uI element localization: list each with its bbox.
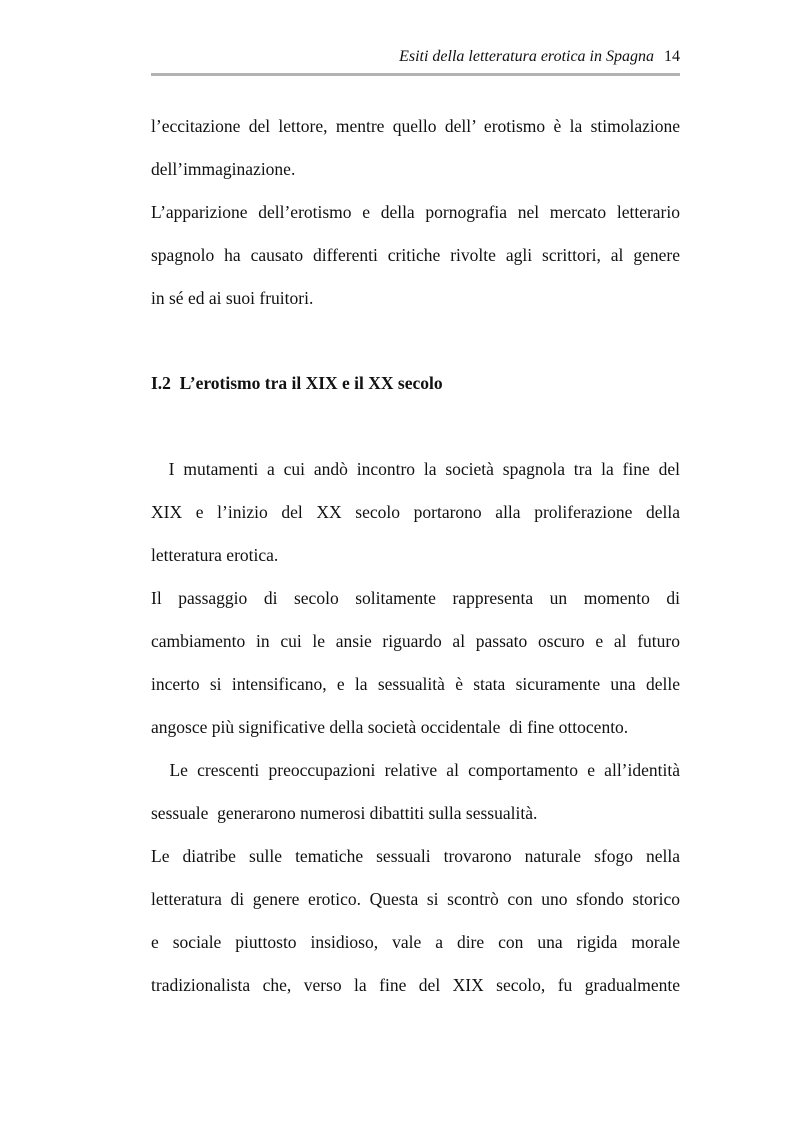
text-line: spagnolo ha causato differenti critiche rivolte agli scrittori, al genere [151,245,680,265]
header-rule [151,73,680,76]
text-line: e sociale piuttosto insidioso, vale a dire con una rigida morale [151,932,680,952]
text-line: letteratura erotica. [151,545,279,565]
running-header [151,44,680,70]
section-heading: I.2 L’erotismo tra il XIX e il XX secolo [151,373,443,393]
text-line: XIX e l’inizio del XX secolo portarono alla proliferazione della [151,502,680,522]
text-line: L’apparizione dell’erotismo e della pornografia nel mercato letterario [151,202,680,222]
text-line: I mutamenti a cui andò incontro la società spagnola tra la fine del [151,459,680,479]
text-line: in sé ed ai suoi fruitori. [151,288,314,308]
text-line: Le crescenti preoccupazioni relative al comportamento e all’identità [151,760,680,780]
text-line: sessuale generarono numerosi dibattiti sulla sessualità. [151,803,538,823]
text-line: Il passaggio di secolo solitamente rappresenta un momento di [151,588,680,608]
text-line: Le diatribe sulle tematiche sessuali trovarono naturale sfogo nella [151,846,680,866]
running-title: Esiti della letteratura erotica in Spagna [399,48,654,65]
text-line: letteratura di genere erotico. Questa si scontrò con uno sfondo storico [151,889,680,909]
text-line: incerto si intensificano, e la sessualità è stata sicuramente una delle [151,674,680,694]
page-number: 14 [664,48,680,65]
text-line: tradizionalista che, verso la fine del XIX secolo, fu gradualmente [151,975,680,995]
text-line: l’eccitazione del lettore, mentre quello dell’ erotismo è la stimolazione [151,116,680,136]
text-line: cambiamento in cui le ansie riguardo al passato oscuro e al futuro [151,631,680,651]
text-line: angosce più significative della società occidentale di fine ottocento. [151,717,629,737]
text-line: dell’immaginazione. [151,159,296,179]
